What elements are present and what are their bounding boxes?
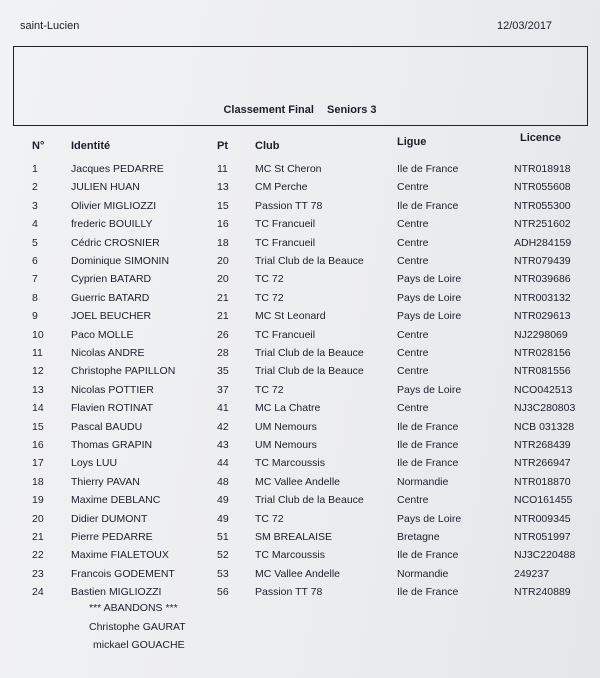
ligue-cell: Ile de France — [397, 586, 459, 599]
points-cell: 26 — [217, 328, 229, 341]
club-cell: MC St Leonard — [255, 310, 326, 323]
licence-cell: NTR028156 — [514, 347, 571, 359]
name-cell: Cyprien BATARD — [71, 273, 152, 286]
category-label: Seniors 3 — [327, 104, 377, 116]
club-cell: TC 72 — [255, 273, 284, 286]
licence-cell: NTR018918 — [514, 163, 571, 175]
points-cell: 51 — [217, 531, 229, 543]
rank-cell: 13 — [32, 383, 44, 396]
col-header-num: N° — [32, 140, 45, 152]
rank-cell: 24 — [32, 586, 44, 599]
name-cell: Olivier MIGLIOZZI — [71, 199, 157, 212]
club-cell: CM Perche — [255, 181, 308, 194]
rank-cell: 1 — [32, 163, 38, 175]
ligue-cell: Centre — [397, 328, 429, 341]
licence-cell: NTR009345 — [514, 512, 571, 525]
licence-cell: 249237 — [514, 567, 550, 580]
points-cell: 20 — [217, 273, 229, 286]
col-header-pt: Pt — [217, 140, 228, 152]
licence-cell: ADH284159 — [514, 236, 572, 249]
ligue-cell: Bretagne — [397, 531, 440, 543]
table-row — [0, 384, 600, 402]
table-row — [0, 421, 600, 439]
rank-cell: 21 — [32, 531, 44, 543]
ligue-cell: Centre — [397, 236, 429, 249]
ligue-cell: Ile de France — [397, 549, 459, 562]
licence-cell: NTR266947 — [514, 457, 571, 470]
points-cell: 18 — [217, 236, 229, 249]
venue-name: saint-Lucien — [20, 20, 80, 32]
table-row — [0, 329, 600, 347]
rank-cell: 8 — [32, 291, 38, 304]
club-cell: TC Marcoussis — [255, 549, 326, 562]
licence-cell: NTR018870 — [514, 475, 571, 488]
name-cell: Jacques PEDARRE — [71, 163, 164, 175]
points-cell: 21 — [217, 291, 229, 304]
name-cell: Christophe PAPILLON — [71, 365, 176, 378]
table-row — [0, 347, 600, 365]
licence-cell: NTR268439 — [514, 439, 571, 451]
table-row — [0, 476, 600, 494]
club-cell: TC Francueil — [255, 218, 316, 231]
ligue-cell: Centre — [397, 255, 429, 267]
table-row — [0, 457, 600, 475]
club-cell: TC 72 — [255, 512, 284, 525]
ligue-cell: Ile de France — [397, 439, 459, 451]
name-cell: Cédric CROSNIER — [71, 236, 160, 249]
name-cell: Pierre PEDARRE — [71, 531, 153, 543]
points-cell: 16 — [217, 218, 229, 231]
licence-cell: NTR251602 — [514, 218, 571, 231]
rank-cell: 20 — [32, 512, 44, 525]
name-cell: JOEL BEUCHER — [71, 310, 152, 323]
points-cell: 52 — [217, 549, 229, 562]
club-cell: TC 72 — [255, 383, 284, 396]
rank-cell: 14 — [32, 402, 44, 415]
ligue-cell: Ile de France — [397, 163, 459, 175]
table-row — [0, 273, 600, 291]
table-row — [0, 200, 600, 218]
club-cell: TC Marcoussis — [255, 457, 326, 470]
club-cell: UM Nemours — [255, 439, 317, 451]
rank-cell: 17 — [32, 457, 44, 470]
name-cell: Thierry PAVAN — [71, 475, 140, 488]
points-cell: 49 — [217, 494, 229, 507]
licence-cell: NTR055608 — [514, 181, 571, 194]
licence-cell: NTR081556 — [514, 365, 571, 378]
ligue-cell: Pays de Loire — [397, 512, 462, 525]
licence-cell: NCO161455 — [514, 494, 573, 507]
points-cell: 35 — [217, 365, 229, 378]
rank-cell: 9 — [32, 310, 38, 323]
table-row — [0, 568, 600, 586]
table-row — [0, 181, 600, 199]
name-cell: JULIEN HUAN — [71, 181, 140, 194]
title-label: Classement Final — [223, 104, 314, 116]
abandons-label: *** ABANDONS *** — [89, 602, 178, 614]
rank-cell: 11 — [32, 347, 43, 359]
club-cell: Trial Club de la Beauce — [255, 347, 364, 359]
table-row — [0, 549, 600, 567]
licence-cell: NCO042513 — [514, 383, 573, 396]
ligue-cell: Centre — [397, 402, 429, 415]
club-cell: MC Vallee Andelle — [255, 475, 341, 488]
table-row — [0, 255, 600, 273]
table-row — [0, 365, 600, 383]
points-cell: 56 — [217, 586, 229, 599]
ligue-cell: Normandie — [397, 475, 449, 488]
rank-cell: 7 — [32, 273, 38, 286]
licence-cell: NJ3C280803 — [514, 402, 576, 415]
points-cell: 48 — [217, 475, 229, 488]
ligue-cell: Centre — [397, 347, 429, 359]
licence-cell: NTR003132 — [514, 291, 571, 304]
rank-cell: 3 — [32, 199, 38, 212]
rank-cell: 18 — [32, 475, 44, 488]
abandon-name: mickael GOUACHE — [93, 639, 185, 651]
club-cell: MC La Chatre — [255, 402, 321, 415]
ligue-cell: Pays de Loire — [397, 310, 462, 323]
points-cell: 42 — [217, 420, 229, 433]
club-cell: TC Francueil — [255, 328, 316, 341]
club-cell: MC St Cheron — [255, 163, 322, 175]
rank-cell: 19 — [32, 494, 44, 507]
licence-cell: NTR240889 — [514, 586, 571, 599]
name-cell: Loys LUU — [71, 457, 118, 470]
rank-cell: 23 — [32, 567, 44, 580]
ligue-cell: Ile de France — [397, 457, 459, 470]
ligue-cell: Centre — [397, 181, 429, 194]
event-date: 12/03/2017 — [497, 20, 553, 32]
club-cell: Passion TT 78 — [255, 586, 323, 599]
rank-cell: 15 — [32, 420, 44, 433]
points-cell: 37 — [217, 383, 229, 396]
points-cell: 41 — [217, 402, 229, 415]
points-cell: 53 — [217, 567, 229, 580]
club-cell: Trial Club de la Beauce — [255, 494, 364, 507]
name-cell: Maxime FIALETOUX — [71, 549, 169, 562]
rank-cell: 4 — [32, 218, 38, 231]
name-cell: Pascal BAUDU — [71, 420, 143, 433]
name-cell: frederic BOUILLY — [71, 218, 153, 231]
col-header-name: Identité — [71, 140, 111, 152]
points-cell: 43 — [217, 439, 229, 451]
col-header-ligue: Ligue — [397, 136, 427, 148]
points-cell: 21 — [217, 310, 229, 323]
ligue-cell: Ile de France — [397, 420, 459, 433]
name-cell: Francois GODEMENT — [71, 567, 175, 580]
club-cell: TC 72 — [255, 291, 284, 304]
licence-cell: NJ2298069 — [514, 328, 568, 341]
name-cell: Paco MOLLE — [71, 328, 134, 341]
name-cell: Maxime DEBLANC — [71, 494, 161, 507]
table-row — [0, 163, 600, 181]
table-row — [0, 494, 600, 512]
club-cell: MC Vallee Andelle — [255, 567, 341, 580]
col-header-club: Club — [255, 140, 280, 152]
ligue-cell: Centre — [397, 365, 429, 378]
licence-cell: NTR029613 — [514, 310, 571, 323]
name-cell: Didier DUMONT — [71, 512, 148, 525]
licence-cell: NTR051997 — [514, 531, 571, 543]
club-cell: Passion TT 78 — [255, 199, 323, 212]
name-cell: Nicolas ANDRE — [71, 347, 145, 359]
club-cell: TC Francueil — [255, 236, 316, 249]
rank-cell: 22 — [32, 549, 44, 562]
abandon-name: Christophe GAURAT — [89, 621, 186, 633]
club-cell: Trial Club de la Beauce — [255, 255, 364, 267]
table-row — [0, 218, 600, 236]
ligue-cell: Centre — [397, 218, 429, 231]
rank-cell: 2 — [32, 181, 38, 194]
table-row — [0, 292, 600, 310]
name-cell: Thomas GRAPIN — [71, 439, 153, 451]
table-row — [0, 513, 600, 531]
ligue-cell: Centre — [397, 494, 429, 507]
rank-cell: 6 — [32, 255, 38, 267]
ligue-cell: Pays de Loire — [397, 291, 462, 304]
rank-cell: 10 — [32, 328, 44, 341]
ligue-cell: Pays de Loire — [397, 273, 462, 286]
points-cell: 44 — [217, 457, 229, 470]
name-cell: Nicolas POTTIER — [71, 383, 154, 396]
table-row — [0, 310, 600, 328]
club-cell: SM BREALAISE — [255, 531, 333, 543]
name-cell: Flavien ROTINAT — [71, 402, 154, 415]
table-row — [0, 439, 600, 457]
points-cell: 20 — [217, 255, 229, 267]
ligue-cell: Ile de France — [397, 199, 459, 212]
table-row — [0, 237, 600, 255]
licence-cell: NTR079439 — [514, 255, 571, 267]
licence-cell: NCB 031328 — [514, 420, 575, 433]
licence-cell: NJ3C220488 — [514, 549, 576, 562]
rank-cell: 5 — [32, 236, 38, 249]
points-cell: 13 — [217, 181, 229, 194]
club-cell: Trial Club de la Beauce — [255, 365, 364, 378]
rank-cell: 12 — [32, 365, 44, 378]
points-cell: 11 — [217, 163, 228, 175]
points-cell: 49 — [217, 512, 229, 525]
ligue-cell: Pays de Loire — [397, 383, 462, 396]
licence-cell: NTR055300 — [514, 199, 571, 212]
rank-cell: 16 — [32, 439, 44, 451]
club-cell: UM Nemours — [255, 420, 317, 433]
points-cell: 15 — [217, 199, 229, 212]
name-cell: Dominique SIMONIN — [71, 255, 170, 267]
name-cell: Bastien MIGLIOZZI — [71, 586, 162, 599]
table-row — [0, 402, 600, 420]
ligue-cell: Normandie — [397, 567, 449, 580]
name-cell: Guerric BATARD — [71, 291, 150, 304]
table-row — [0, 531, 600, 549]
points-cell: 28 — [217, 347, 229, 359]
licence-cell: NTR039686 — [514, 273, 571, 286]
col-header-licence: Licence — [520, 132, 561, 144]
page-title — [0, 104, 600, 116]
